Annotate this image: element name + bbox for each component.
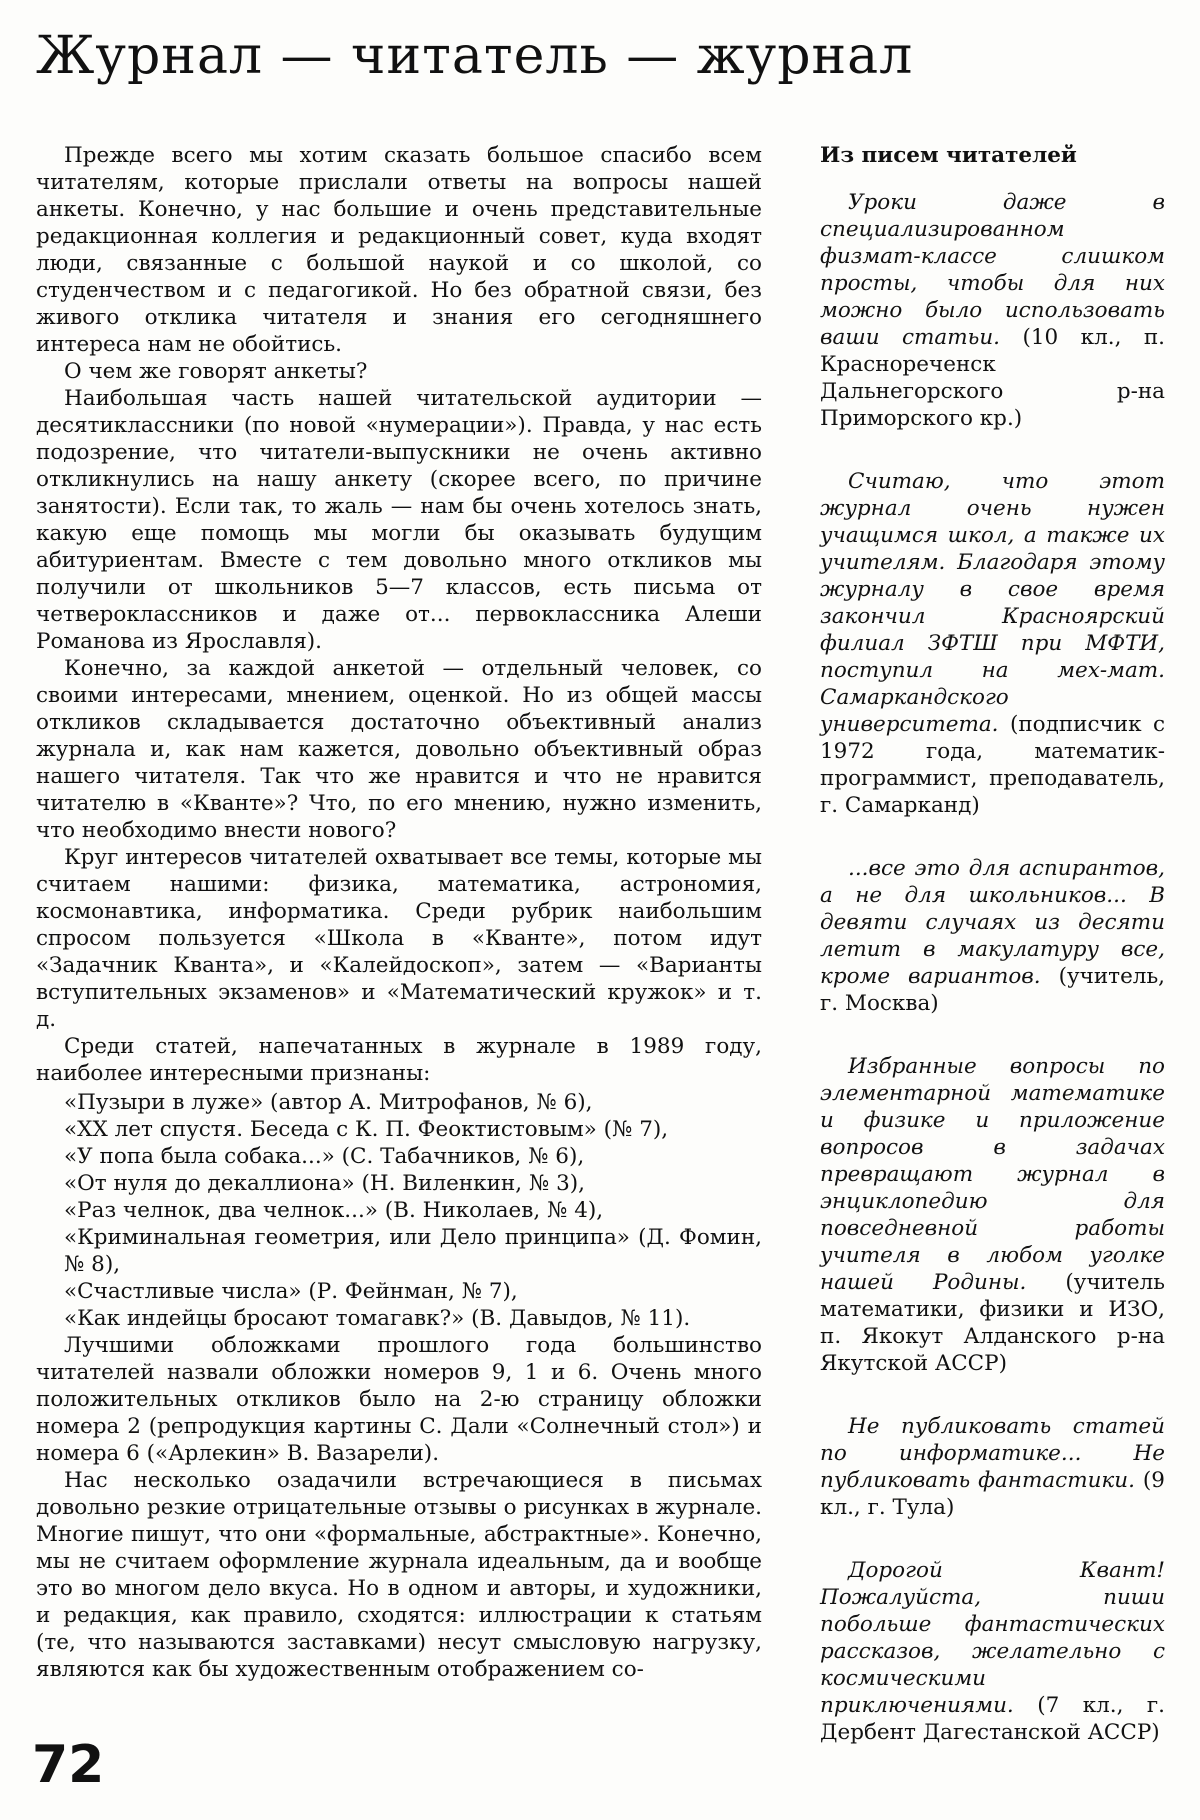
letter-source: (учитель математики, физики и ИЗО, п. Якокут Алданского р-на Якутской АССР) bbox=[820, 1270, 1165, 1376]
page-number: 72 bbox=[32, 1735, 105, 1795]
letter-quote: Уроки даже в специализированном физмат-классе слишком просты, чтобы для них можно было использовать ваши статьи. bbox=[820, 190, 1165, 350]
page-title: Журнал — читатель — журнал bbox=[36, 26, 914, 86]
paragraph: Нас несколько озадачили встречающиеся в письмах довольно резкие отрицательные отзывы о рисунках в журнале. Многие пишут, что они «формальные, абстрактные». Конечно, мы не считаем оформление журнала идеальным, да и вообще это во многом дело вкуса. Но в одном и авторы, и художники, и редакция, как правило, сходятся: иллюстрации к статьям (те, что называются заставками) несут смысловую нагрузку, являются как бы художественным отображением со- bbox=[36, 1468, 762, 1682]
list-item: «Криминальная геометрия, или Дело принципа» (Д. Фомин, № 8), bbox=[64, 1225, 762, 1277]
paragraph: Прежде всего мы хотим сказать большое спасибо всем читателям, которые прислали ответы на вопросы нашей анкеты. Конечно, у нас большие и очень представительные редакционная коллегия и редакционный совет, куда входят люди, связанные с большой наукой и со школой, со студенчеством и с педагогикой. Но без обратной связи, без живого отклика читателя и знания его сегодняшнего интереса нам не обойтись. bbox=[36, 143, 762, 357]
paragraph: Наибольшая часть нашей читательской аудитории — десятиклассники (по новой «нумерации»). Правда, у нас есть подозрение, что читатели-выпускники не очень активно откликнулись на нашу анкету (скорее всего, по причине занятости). Если так, то жаль — нам бы очень хотелось знать, какую еще помощь мы могли бы оказывать будущим абитуриентам. Вместе с тем довольно много откликов мы получили от школьников 5—7 классов, есть письма от четвероклассников и даже от... первоклассника Алеши Романова из Ярославля). bbox=[36, 386, 762, 654]
reader-letter bbox=[820, 1413, 1165, 1521]
reader-letter bbox=[820, 1557, 1165, 1746]
reader-letter bbox=[820, 468, 1165, 819]
letter-source: (7 кл., г. Дербент Дагестанской АССР) bbox=[820, 1693, 1165, 1745]
main-article bbox=[36, 142, 762, 1683]
list-item: «Счастливые числа» (Р. Фейнман, № 7), bbox=[64, 1279, 518, 1304]
list-item: «Пузыри в луже» (автор А. Митрофанов, № 6), bbox=[64, 1090, 593, 1115]
readers-letters-sidebar bbox=[820, 142, 1165, 1782]
list-item: «У попа была собака...» (С. Табачников, № 6), bbox=[64, 1144, 585, 1169]
list-item: «От нуля до декаллиона» (Н. Виленкин, № 3), bbox=[64, 1171, 585, 1196]
paragraph: Лучшими обложками прошлого года большинство читателей назвали обложки номеров 9, 1 и 6. Очень много положительных откликов было на 2-ю страницу обложки номера 2 (репродукция картины С. Дали «Солнечный стол») и номера 6 («Арлекин» В. Вазарели). bbox=[36, 1333, 762, 1466]
letter-source: (9 кл., г. Тула) bbox=[820, 1468, 1165, 1520]
letter-quote: ...все это для аспирантов, а не для школьников... В девяти случаях из десяти летит в макулатуру все, кроме вариантов. bbox=[820, 856, 1165, 989]
paragraph: О чем же говорят анкеты? bbox=[64, 359, 368, 384]
reader-letter bbox=[820, 1053, 1165, 1377]
letter-quote: Считаю, что этот журнал очень нужен учащимся школ, а также их учителям. Благодаря этому журналу в свое время закончил Красноярский филиал ЗФТШ при МФТИ, поступил на мех-мат. Самаркандского университета. bbox=[820, 469, 1165, 737]
reader-letter bbox=[820, 855, 1165, 1017]
list-item: «Как индейцы бросают томагавк?» (В. Давыдов, № 11). bbox=[64, 1306, 691, 1331]
list-item: «XX лет спустя. Беседа с К. П. Феоктистовым» (№ 7), bbox=[64, 1117, 669, 1142]
letter-source: (учитель, г. Москва) bbox=[820, 964, 1165, 1016]
letter-quote: Не публиковать статей по информатике... Не публиковать фантастики. bbox=[820, 1414, 1165, 1493]
reader-letter bbox=[820, 189, 1165, 432]
list-item: «Раз челнок, два челнок...» (В. Николаев, № 4), bbox=[64, 1198, 604, 1223]
paragraph: Среди статей, напечатанных в журнале в 1989 году, наиболее интересными признаны: bbox=[36, 1034, 762, 1086]
letter-quote: Избранные вопросы по элементарной математике и физике и приложение вопросов в задачах превращают журнал в энциклопедию для повседневной работы учителя в любом уголке нашей Родины. bbox=[820, 1054, 1165, 1295]
paragraph: Конечно, за каждой анкетой — отдельный человек, со своими интересами, мнением, оценкой. Но из общей массы откликов складывается достаточно объективный анализ журнала и, как нам кажется, довольно объективный образ нашего читателя. Так что же нравится и что не нравится читателю в «Кванте»? Что, по его мнению, нужно изменить, что необходимо внести нового? bbox=[36, 656, 762, 843]
letter-quote: Дорогой Квант! Пожалуйста, пиши побольше фантастических рассказов, желательно с космическими приключениями. bbox=[820, 1558, 1165, 1718]
paragraph: Круг интересов читателей охватывает все темы, которые мы считаем нашими: физика, математика, астрономия, космонавтика, информатика. Среди рубрик наибольшим спросом пользуется «Школа в «Кванте», потом идут «Задачник Кванта», и «Калейдоскоп», затем — «Варианты вступительных экзаменов» и «Математический кружок» и т. д. bbox=[36, 845, 762, 1032]
letter-source: (подписчик с 1972 года, математик-программист, преподаватель, г. Самарканд) bbox=[820, 712, 1165, 818]
article-list bbox=[36, 1089, 762, 1332]
sidebar-heading: Из писем читателей bbox=[820, 143, 1077, 168]
letter-source: (10 кл., п. Краснореченск Дальнегорского р-на Приморского кр.) bbox=[820, 325, 1166, 431]
